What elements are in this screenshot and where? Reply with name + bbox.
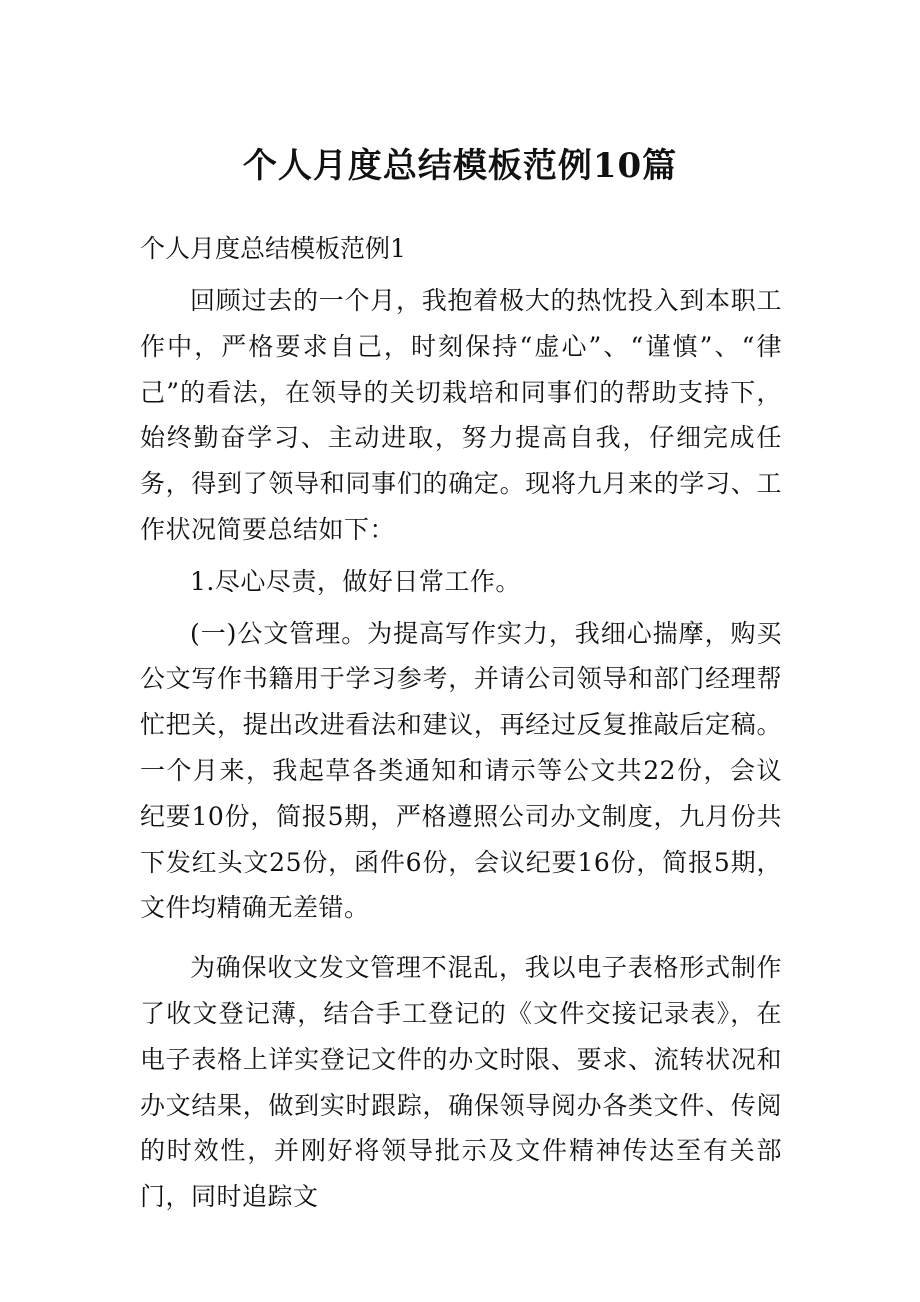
document-body bbox=[140, 226, 782, 1220]
section-heading: 个人月度总结模板范例1 bbox=[140, 234, 406, 263]
paragraph-document-management: (一)公文管理。为提高写作实力，我细心揣摩，购买公文写作书籍用于学习参考，并请公司领导和部门经理帮忙把关，提出改进看法和建议，再经过反复推敲后定稿。一个月来，我起草各类通知和请示等公文共22份，会议纪要10份，简报5期，严格遵照公司办文制度，九月份共下发红头文25份，函件6份，会议纪要16份，简报5期，文件均精确无差错。 bbox=[140, 618, 782, 923]
paragraph-intro: 回顾过去的一个月，我抱着极大的热忱投入到本职工作中，严格要求自己，时刻保持“虚心”、“谨慎”、“律己”的看法，在领导的关切栽培和同事们的帮助支持下，始终勤奋学习、主动进取，努力提高自我，仔细完成任务，得到了领导和同事们的确定。现将九月来的学习、工作状况简要总结如下： bbox=[140, 286, 782, 544]
paragraph-point-1: 1.尽心尽责，做好日常工作。 bbox=[190, 566, 521, 596]
document-title: 个人月度总结模板范例10篇 bbox=[242, 146, 678, 186]
paragraph-filing: 为确保收文发文管理不混乱，我以电子表格形式制作了收文登记薄，结合手工登记的《文件交接记录表》，在电子表格上详实登记文件的办文时限、要求、流转状况和办文结果，做到实时跟踪，确保领导阅办各类文件、传阅的时效性，并刚好将领导批示及文件精神传达至有关部门，同时追踪文 bbox=[140, 953, 782, 1212]
